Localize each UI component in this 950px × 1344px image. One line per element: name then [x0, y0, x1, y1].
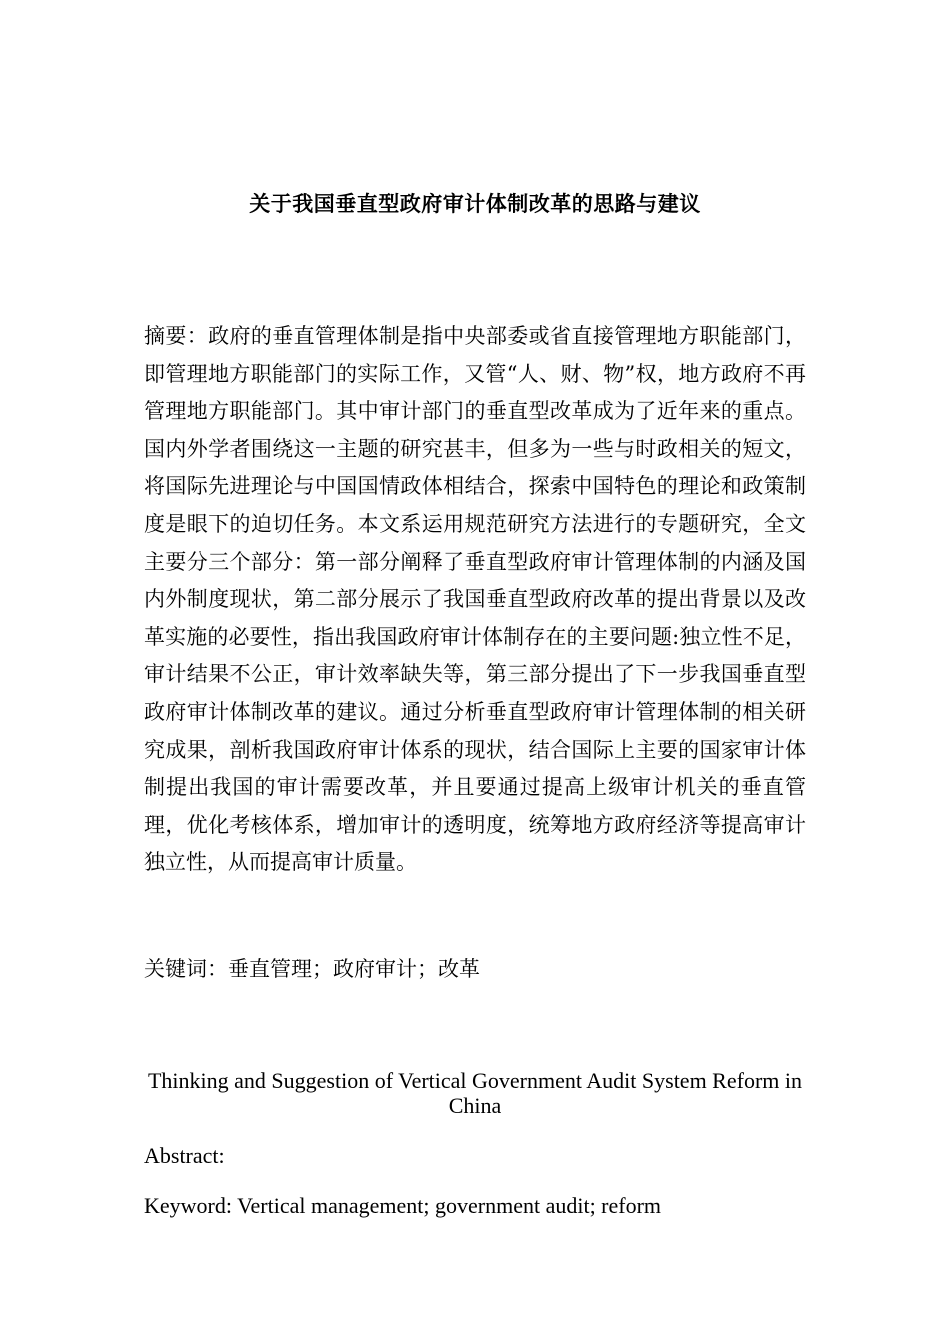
chinese-abstract: 摘要：政府的垂直管理体制是指中央部委或省直接管理地方职能部门，即管理地方职能部门的实际工作，又管“人、财、物”权，地方政府不再管理地方职能部门。其中审计部门的垂直型改革成为了近年来的重点。国内外学者围绕这一主题的研究甚丰，但多为一些与时政相关的短文，将国际先进理论与中国国情政体相结合，探索中国特色的理论和政策制度是眼下的迫切任务。本文系运用规范研究方法进行的专题研究，全文主要分三个部分：第一部分阐释了垂直型政府审计管理体制的内涵及国内外制度现状，第二部分展示了我国垂直型政府改革的提出背景以及改革实施的必要性，指出我国政府审计体制存在的主要问题:独立性不足，审计结果不公正，审计效率缺失等，第三部分提出了下一步我国垂直型政府审计体制改革的建议。通过分析垂直型政府审计管理体制的相关研究成果，剖析我国政府审计体系的现状，结合国际上主要的国家审计体制提出我国的审计需要改革，并且要通过提高上级审计机关的垂直管理，优化考核体系，增加审计的透明度，统筹地方政府经济等提高审计独立性，从而提高审计质量。	[144, 324, 806, 875]
english-keywords: Keyword: Vertical management; government audit; reform	[144, 1193, 662, 1218]
english-abstract-label: Abstract:	[144, 1143, 225, 1168]
english-title: Thinking and Suggestion of Vertical Government Audit System Reform in China	[147, 1068, 803, 1118]
chinese-keywords: 关键词：垂直管理；政府审计；改革	[144, 957, 480, 981]
chinese-title: 关于我国垂直型政府审计体制改革的思路与建议	[249, 192, 701, 216]
